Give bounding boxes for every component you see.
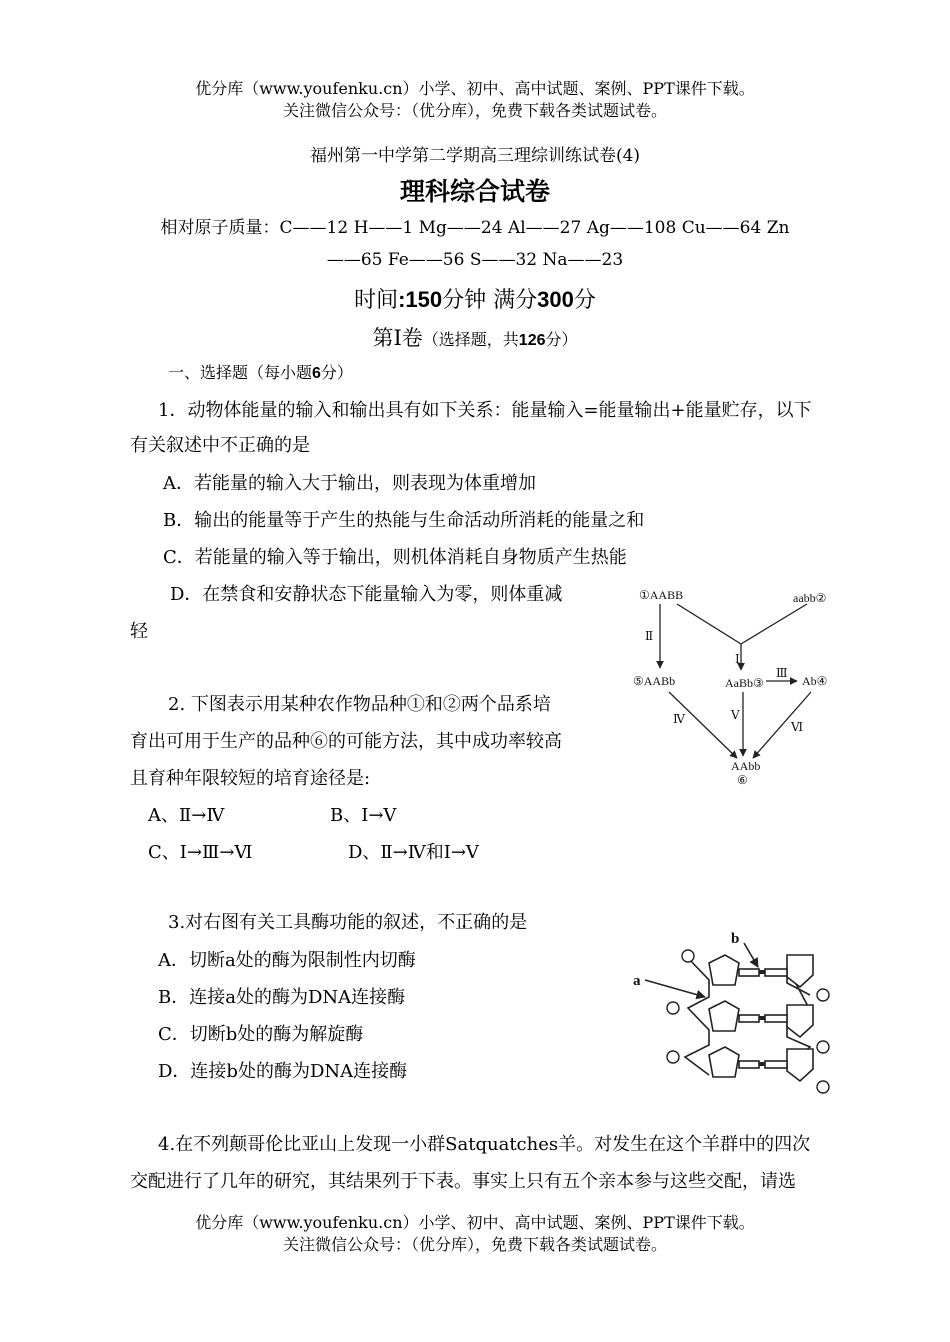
volume-note-b: 126 xyxy=(518,332,546,349)
arrow-b xyxy=(744,943,758,967)
base-1-right xyxy=(765,969,787,976)
school-title: 福州第一中学第二学期高三理综训练试卷(4) xyxy=(309,146,641,166)
q1-option-d-line-2: 轻 xyxy=(130,621,148,642)
section-heading xyxy=(168,360,353,383)
full-score-value: 300 xyxy=(537,287,574,312)
q4-stem-line-1: 4.在不列颠哥伦比亚山上发现一小群Satquatches羊。对发生在这个羊群中的四次 xyxy=(158,1134,811,1155)
cross-line-right xyxy=(741,604,807,644)
atomic-mass-line-1: 相对原子质量：C——12 H——1 Mg——24 Al——27 Ag——108 Cu——64 Zn xyxy=(160,218,790,238)
phosphate-left-1 xyxy=(682,950,694,962)
base-3-left xyxy=(739,1061,759,1068)
phosphate-left-3 xyxy=(667,1051,679,1063)
node-1: ①AABB xyxy=(639,588,684,602)
time-unit: 分钟 满分 xyxy=(442,288,538,313)
phosphate-right-2 xyxy=(817,1041,829,1053)
left-sugar-2 xyxy=(709,1001,739,1031)
base-2-right xyxy=(765,1015,787,1022)
route-v: Ⅴ xyxy=(731,708,740,722)
q3-option-d: D．连接b处的酶为DNA连接酶 xyxy=(158,1061,408,1082)
footer-line-1: 优分库（www.youfenku.cn）小学、初中、高中试题、案例、PPT课件下载。 xyxy=(195,1213,755,1232)
node-4: Ab④ xyxy=(802,674,828,688)
arrow-a xyxy=(645,980,705,997)
base-2-left xyxy=(739,1015,759,1022)
q2-stem-line-3: 且育种年限较短的培育途径是: xyxy=(130,768,371,789)
right-sugar-1 xyxy=(787,955,813,987)
section-c: 分） xyxy=(320,363,353,382)
q1-emphasis: 不正确 xyxy=(220,435,274,456)
q3-stem xyxy=(168,908,527,934)
atomic-mass-line-2: ——65 Fe——56 S——32 Na——23 xyxy=(326,250,624,270)
q4-stem-line-2: 交配进行了几年的研究，其结果列于下表。事实上只有五个亲本参与这些交配，请选 xyxy=(130,1171,796,1192)
q3-option-a: A．切断a处的酶为限制性内切酶 xyxy=(158,950,416,971)
route-ii: Ⅱ xyxy=(645,629,654,643)
route-iii: Ⅲ xyxy=(776,666,788,680)
header-line-1: 优分库（www.youfenku.cn）小学、初中、高中试题、案例、PPT课件下载。 xyxy=(195,79,755,98)
q2-option-a: A、Ⅱ→Ⅳ xyxy=(148,805,225,826)
base-3-right xyxy=(765,1061,787,1068)
left-sugar-1 xyxy=(709,955,739,985)
q1-option-c: C．若能量的输入等于输出，则机体消耗自身物质产生热能 xyxy=(163,547,627,568)
q1-option-d-line-1: D．在禁食和安静状态下能量输入为零，则体重减 xyxy=(170,584,563,605)
q2-option-b: B、Ⅰ→Ⅴ xyxy=(330,805,397,826)
q1-option-b: B．输出的能量等于产生的热能与生命活动所消耗的能量之和 xyxy=(163,510,645,531)
full-score-unit: 分 xyxy=(573,288,596,313)
q1-option-a: A．若能量的输入大于输出，则表现为体重增加 xyxy=(163,473,536,494)
section-a: 一、选择题（每小题 xyxy=(168,363,313,382)
volume-title: 第Ⅰ卷 xyxy=(372,326,423,350)
node-5: ⑤AABb xyxy=(633,674,676,688)
node-6-genotype: AAbb xyxy=(731,759,761,773)
q1-stem-2a: 有关叙述中 xyxy=(130,435,220,456)
node-2: aabb② xyxy=(793,591,827,605)
breeding-diagram xyxy=(625,580,845,790)
time-value: :150 xyxy=(398,287,443,312)
q3-option-c: C．切断b处的酶为解旋酶 xyxy=(158,1024,364,1045)
q3-option-b: B．连接a处的酶为DNA连接酶 xyxy=(158,987,406,1008)
node-3: AaBb③ xyxy=(725,676,764,690)
q3-stem-c: 的是 xyxy=(491,912,528,933)
header-line-2: 关注微信公众号：（优分库），免费下载各类试题试卷。 xyxy=(282,101,667,120)
route-iv: Ⅳ xyxy=(673,712,685,726)
node-6-label: ⑥ xyxy=(737,773,748,787)
footer-line-2: 关注微信公众号：（优分库），免费下载各类试题试卷。 xyxy=(282,1235,667,1254)
section-b: 6 xyxy=(312,365,321,382)
volume-note-c: 分） xyxy=(545,330,578,349)
q2-stem-line-2: 育出可用于生产的品种⑥的可能方法，其中成功率较高 xyxy=(130,731,562,752)
route-vi: Ⅵ xyxy=(791,720,804,734)
q2-option-d: D、Ⅱ→Ⅳ和Ⅰ→Ⅴ xyxy=(348,842,479,863)
volume-title-line xyxy=(0,322,950,352)
label-b: b xyxy=(731,931,740,947)
q3-stem-a: 3.对右图有关工具酶功能的叙述， xyxy=(168,912,438,933)
page-title: 理科综合试卷 xyxy=(399,177,550,206)
q3-emphasis: 不正确 xyxy=(437,912,492,933)
phosphate-right-3 xyxy=(817,1081,829,1093)
phosphate-left-2 xyxy=(667,1002,679,1014)
q1-stem-line-2 xyxy=(130,431,310,457)
label-a: a xyxy=(633,973,641,989)
q2-option-c: C、Ⅰ→Ⅲ→Ⅵ xyxy=(148,842,253,863)
q1-stem-2c: 的是 xyxy=(274,435,310,456)
q2-stem-line-1: 2. 下图表示用某种农作物品种①和②两个品系培 xyxy=(168,694,551,715)
left-backbone xyxy=(685,958,709,1075)
phosphate-right-1 xyxy=(817,989,829,1001)
volume-note-a: （选择题，共 xyxy=(422,330,519,349)
right-sugar-2 xyxy=(787,1005,813,1037)
time-score-line xyxy=(0,283,950,314)
cross-line-left xyxy=(677,604,741,644)
dna-structure-diagram xyxy=(625,925,845,1100)
right-sugar-3 xyxy=(787,1049,813,1081)
left-sugar-3 xyxy=(709,1047,739,1077)
route-i: Ⅰ xyxy=(735,652,740,666)
q1-stem-line-1: 1．动物体能量的输入和输出具有如下关系：能量输入=能量输出+能量贮存，以下 xyxy=(158,400,812,421)
time-label: 时间 xyxy=(354,288,399,313)
base-1-left xyxy=(739,969,759,976)
